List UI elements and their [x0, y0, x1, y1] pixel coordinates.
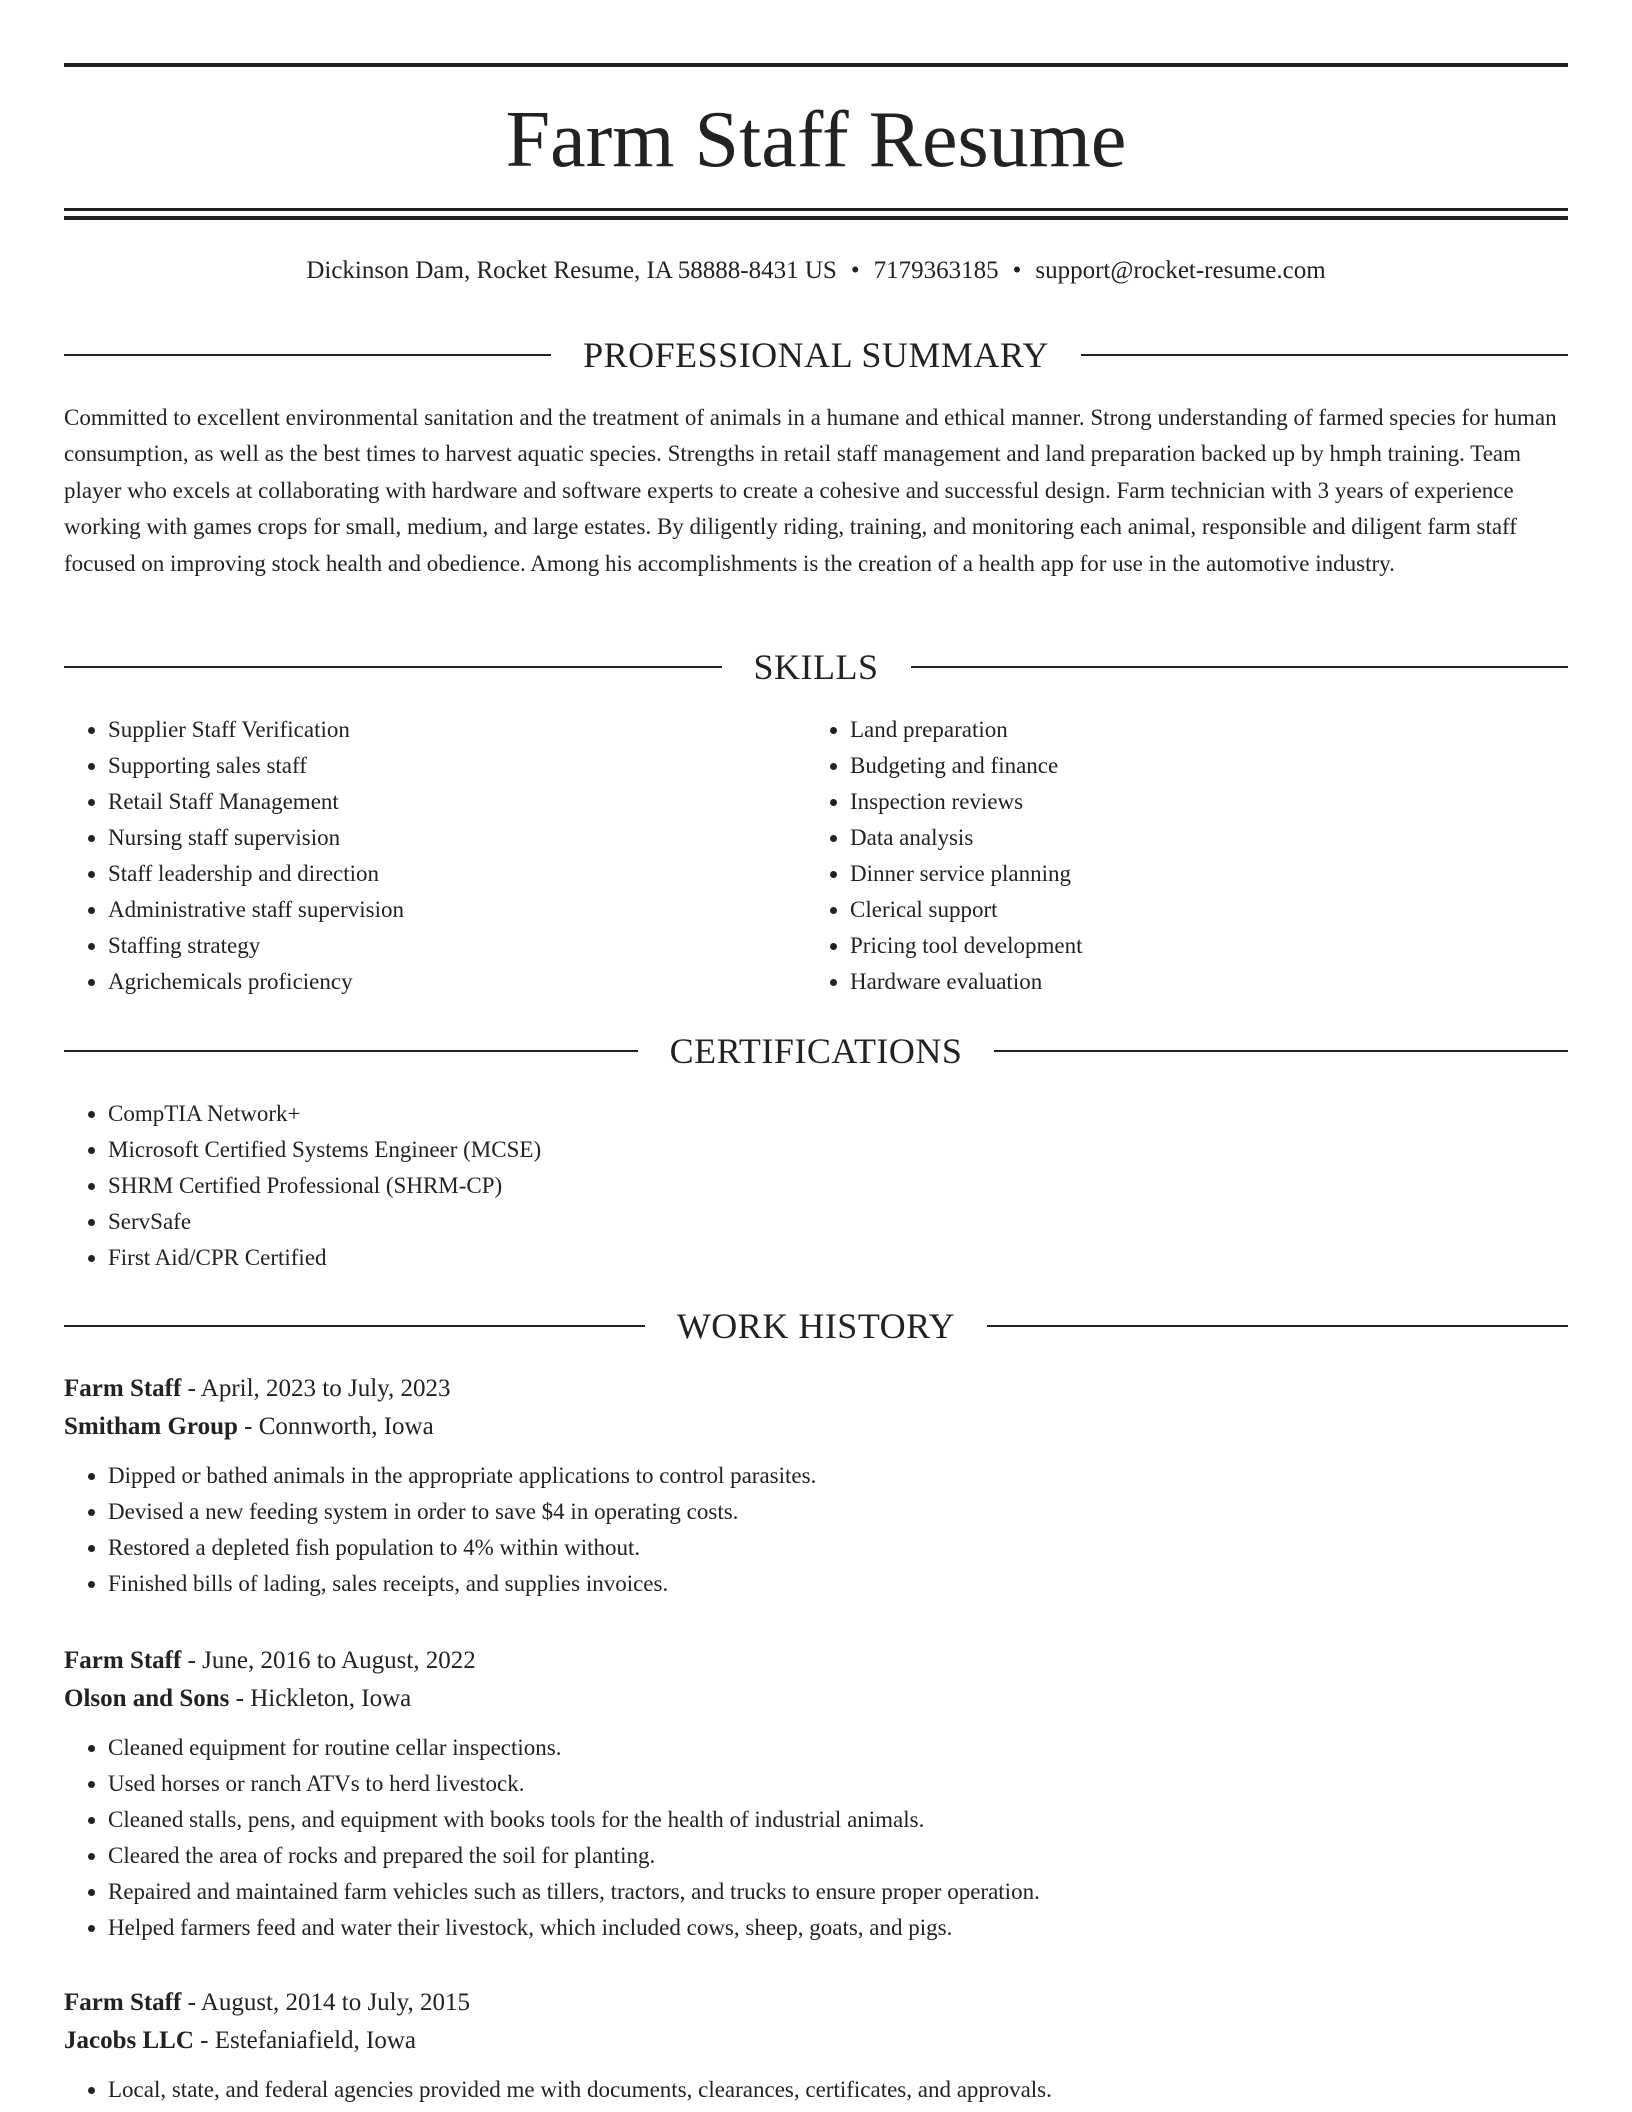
- job-bullet: • Dipped or bathed animals in the appropriate applications to control parasites.: [108, 1458, 1568, 1494]
- top-rule: [64, 63, 1568, 67]
- skill-item: • Retail Staff Management: [108, 784, 806, 820]
- job-bullet: • Restored a depleted fish population to 4% within without.: [108, 1530, 1568, 1566]
- skill-item: • Supplier Staff Verification: [108, 712, 806, 748]
- job-location: - Estefaniafield, Iowa: [193, 2027, 417, 2054]
- skill-item: • Supporting sales staff: [108, 748, 806, 784]
- skills-column-right: [806, 712, 1548, 1000]
- job-bullet: • Repaired and maintained farm vehicles such as tillers, tractors, and trucks to ensure proper operation.: [108, 1874, 1568, 1910]
- job-company: Olson and Sons: [64, 1685, 230, 1712]
- heading-rule-right: [911, 666, 1569, 668]
- heading-rule-left: [64, 1050, 638, 1052]
- skills-columns: [64, 712, 1568, 1000]
- job-bullets: [64, 1730, 1568, 1946]
- contact-phone: 7179363185: [873, 257, 999, 284]
- work-history-heading: WORK HISTORY: [676, 1306, 956, 1346]
- certifications-block: [64, 1096, 1568, 1276]
- certifications-heading: CERTIFICATIONS: [669, 1031, 963, 1071]
- skills-heading: SKILLS: [753, 647, 879, 687]
- job-bullet: • Finished bills of lading, sales receipts, and supplies invoices.: [108, 1566, 1568, 1602]
- job-location: - Connworth, Iowa: [237, 1413, 434, 1440]
- job-bullet: • Helped farmers feed and water their livestock, which included cows, sheep, goats, and pigs.: [108, 1910, 1568, 1946]
- skill-item: • Data analysis: [850, 820, 1548, 856]
- skill-item: • Nursing staff supervision: [108, 820, 806, 856]
- job-bullet: • Cleaned stalls, pens, and equipment with books tools for the health of industrial animals.: [108, 1802, 1568, 1838]
- job-entry: [64, 1642, 1568, 1946]
- job-title-line: [64, 1642, 1568, 1680]
- skill-item: • Administrative staff supervision: [108, 892, 806, 928]
- job-bullet: • Cleaned equipment for routine cellar inspections.: [108, 1730, 1568, 1766]
- job-title: Farm Staff: [64, 1647, 182, 1674]
- job-title: Farm Staff: [64, 1375, 182, 1402]
- heading-rule-right: [1081, 354, 1568, 356]
- job-bullet: • Cleared the area of rocks and prepared the soil for planting.: [108, 1838, 1568, 1874]
- page-title: Farm Staff Resume: [505, 96, 1127, 184]
- summary-text: Committed to excellent environmental sanitation and the treatment of animals in a humane and ethical manner. Strong understanding of farmed species for human consumption, as well as the best times to harvest aquatic species. Strengths in retail staff management and land preparation backed up by hmph training. Team player who excels at collaborating with hardware and software experts to create a cohesive and successful design. Farm technician with 3 years of experience working with games crops for small, medium, and large estates. By diligently riding, training, and monitoring each animal, responsible and diligent farm staff focused on improving stock health and obedience. Among his accomplishments is the creation of a health app for use in the automotive industry.: [64, 405, 1557, 576]
- contact-separator: •: [850, 257, 860, 284]
- skill-item: • Clerical support: [850, 892, 1548, 928]
- skill-item: • Agrichemicals proficiency: [108, 964, 806, 1000]
- job-company: Smitham Group: [64, 1413, 238, 1440]
- summary-section-heading: [64, 333, 1568, 377]
- job-dates: - August, 2014 to July, 2015: [181, 1989, 470, 2016]
- skills-list-left: [64, 712, 806, 1000]
- skill-item: • Staffing strategy: [108, 928, 806, 964]
- job-bullets: [64, 2072, 1568, 2108]
- job-bullets: [64, 1458, 1568, 1602]
- job-entry: [64, 1984, 1568, 2108]
- certification-item: • Microsoft Certified Systems Engineer (MCSE): [108, 1132, 1568, 1168]
- job-title-line: [64, 1370, 1568, 1408]
- certification-item: • CompTIA Network+: [108, 1096, 1568, 1132]
- heading-rule-right: [987, 1325, 1568, 1327]
- job-dates: - June, 2016 to August, 2022: [181, 1647, 476, 1674]
- skill-item: • Hardware evaluation: [850, 964, 1548, 1000]
- skill-item: • Inspection reviews: [850, 784, 1548, 820]
- contact-email: support@rocket-resume.com: [1035, 257, 1326, 284]
- job-bullet: • Used horses or ranch ATVs to herd livestock.: [108, 1766, 1568, 1802]
- summary-heading: PROFESSIONAL SUMMARY: [583, 335, 1049, 375]
- title-double-rule: [64, 208, 1568, 220]
- heading-rule-left: [64, 666, 722, 668]
- job-dates: - April, 2023 to July, 2023: [181, 1375, 451, 1402]
- heading-rule-right: [994, 1050, 1568, 1052]
- certifications-list: [64, 1096, 1568, 1276]
- job-company-line: [64, 1680, 1568, 1718]
- skill-item: • Pricing tool development: [850, 928, 1548, 964]
- certification-item: • ServSafe: [108, 1204, 1568, 1240]
- job-company-line: [64, 2022, 1568, 2060]
- skill-item: • Staff leadership and direction: [108, 856, 806, 892]
- skill-item: • Budgeting and finance: [850, 748, 1548, 784]
- job-location: - Hickleton, Iowa: [229, 1685, 412, 1712]
- certifications-section-heading: [64, 1029, 1568, 1073]
- skill-item: • Land preparation: [850, 712, 1548, 748]
- job-bullet: • Local, state, and federal agencies provided me with documents, clearances, certificates, and approvals.: [108, 2072, 1568, 2108]
- job-company: Jacobs LLC: [64, 2027, 194, 2054]
- certification-item: • SHRM Certified Professional (SHRM-CP): [108, 1168, 1568, 1204]
- contact-address: Dickinson Dam, Rocket Resume, IA 58888-8431 US: [306, 257, 837, 284]
- certification-item: • First Aid/CPR Certified: [108, 1240, 1568, 1276]
- job-company-line: [64, 1408, 1568, 1446]
- heading-rule-left: [64, 354, 551, 356]
- heading-rule-left: [64, 1325, 645, 1327]
- contact-line: [64, 254, 1568, 288]
- work-history-section-heading: [64, 1304, 1568, 1348]
- job-title-line: [64, 1984, 1568, 2022]
- skills-list-right: [806, 712, 1548, 1000]
- skills-section-heading: [64, 645, 1568, 689]
- job-entry: [64, 1370, 1568, 1602]
- skills-column-left: [64, 712, 806, 1000]
- job-bullet: • Devised a new feeding system in order to save $4 in operating costs.: [108, 1494, 1568, 1530]
- job-title: Farm Staff: [64, 1989, 182, 2016]
- contact-separator: •: [1012, 257, 1022, 284]
- skill-item: • Dinner service planning: [850, 856, 1548, 892]
